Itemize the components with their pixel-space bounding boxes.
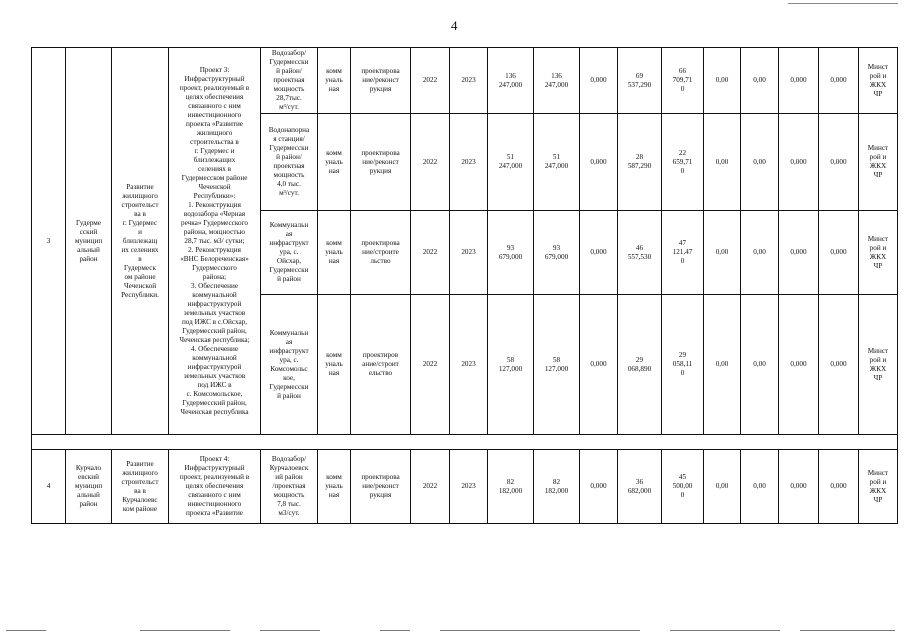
value-cell: 22 659,71 0	[662, 114, 704, 211]
value-cell: 0,000	[779, 450, 819, 524]
project-description-cell: Проект 4: Инфраструктурный проект, реализуемый в целях обеспечения связанного с ним инвестиционного проекта «Развитие	[169, 450, 261, 524]
value-cell: 0,000	[580, 450, 618, 524]
end-year-cell: 2023	[450, 114, 488, 211]
value-cell: 0,000	[580, 295, 618, 435]
responsible-cell: Минст рой и ЖКХ ЧР	[859, 450, 898, 524]
infrastructure-type-cell: комм уналь ная	[318, 211, 351, 295]
value-cell: 0,00	[741, 295, 779, 435]
value-cell: 29 058,11 0	[662, 295, 704, 435]
start-year-cell: 2022	[411, 211, 450, 295]
value-cell: 0,000	[580, 114, 618, 211]
end-year-cell: 2023	[450, 48, 488, 114]
value-cell: 47 121,47 0	[662, 211, 704, 295]
work-type-cell: проектирова ние/строите льство	[351, 211, 411, 295]
object-cell: Коммунальн ая инфраструкт ура, с. Комсомольс кое, Гудермесски й район	[261, 295, 318, 435]
value-cell: 66 709,71 0	[662, 48, 704, 114]
value-cell: 136 247,000	[488, 48, 534, 114]
object-cell: Водозабор/ Гудермесски й район/ проектная мощность 28,7тыс. м³/сут.	[261, 48, 318, 114]
value-cell: 0,00	[704, 114, 741, 211]
value-cell: 0,00	[741, 114, 779, 211]
top-border-line	[788, 3, 898, 4]
work-type-cell: проектиров ание/строит ельство	[351, 295, 411, 435]
responsible-cell: Минст рой и ЖКХ ЧР	[859, 211, 898, 295]
value-cell: 0,00	[704, 48, 741, 114]
infrastructure-type-cell: комм уналь ная	[318, 114, 351, 211]
responsible-cell: Минст рой и ЖКХ ЧР	[859, 114, 898, 211]
row-number: 3	[32, 48, 66, 435]
program-cell: Развитие жилищного строительст ва в Курчалоевс ком районе	[112, 450, 169, 524]
program-cell: Развитие жилищного строительст ва в г. Гудермес и близлежащ их селениях в Гудермеск ом районе Чеченской Республики.	[112, 48, 169, 435]
value-cell: 0,000	[819, 48, 859, 114]
row-number: 4	[32, 450, 66, 524]
value-cell: 45 500,00 0	[662, 450, 704, 524]
value-cell: 0,000	[819, 114, 859, 211]
project-description-cell: Проект 3: Инфраструктурный проект, реализуемый в целях обеспечения связанного с ним инвестиционного проекта «Развитие жилищного строительства в г. Гудермес и близлежащих селениях в Гудермесском районе Чеченской Республики»: 1. Реконструкция водозабора «Черная речка» Гудермесского района, мощностью 28,7 тыс. м3/ сутки; 2. Реконструкция «ВНС Белореченская» Гудермесского района; 3. Обеспечение коммунальной инфраструктурой земельных участков под ИЖС в с.Ойсхар, Гудермесский район, Чеченская республика; 4. Обеспечение коммунальной инфраструктурой земельных участков под ИЖС в с. Комсомольское, Гудермесский район, Чеченская республика	[169, 48, 261, 435]
value-cell: 0,000	[779, 295, 819, 435]
table-row	[32, 48, 898, 114]
value-cell: 51 247,000	[534, 114, 580, 211]
value-cell: 0,000	[819, 450, 859, 524]
infrastructure-type-cell: комм уналь ная	[318, 295, 351, 435]
infrastructure-type-cell: комм уналь ная	[318, 48, 351, 114]
value-cell: 0,000	[779, 48, 819, 114]
work-type-cell: проектирова ние/реконст рукция	[351, 48, 411, 114]
object-cell: Водонапорна я станция/ Гудермесски й район/ проектная мощность 4,0 тыс. м³/сут.	[261, 114, 318, 211]
start-year-cell: 2022	[411, 295, 450, 435]
value-cell: 51 247,000	[488, 114, 534, 211]
value-cell: 36 682,000	[618, 450, 662, 524]
district-cell: Гудерме сский муницип альный район	[66, 48, 112, 435]
value-cell: 0,000	[580, 211, 618, 295]
scan-artifact-line	[0, 627, 905, 635]
value-cell: 0,000	[819, 295, 859, 435]
end-year-cell: 2023	[450, 211, 488, 295]
value-cell: 82 182,000	[488, 450, 534, 524]
object-cell: Коммунальн ая инфраструкт ура, с. Ойсхар, Гудермесски й район	[261, 211, 318, 295]
value-cell: 58 127,000	[488, 295, 534, 435]
value-cell: 136 247,000	[534, 48, 580, 114]
value-cell: 93 679,000	[534, 211, 580, 295]
value-cell: 0,00	[704, 450, 741, 524]
value-cell: 0,000	[580, 48, 618, 114]
value-cell: 46 557,530	[618, 211, 662, 295]
value-cell: 0,00	[741, 211, 779, 295]
value-cell: 0,000	[779, 114, 819, 211]
end-year-cell: 2023	[450, 450, 488, 524]
value-cell: 0,000	[779, 211, 819, 295]
infrastructure-type-cell: комм уналь ная	[318, 450, 351, 524]
start-year-cell: 2022	[411, 48, 450, 114]
value-cell: 58 127,000	[534, 295, 580, 435]
district-cell: Курчало евский муницип альный район	[66, 450, 112, 524]
value-cell: 0,000	[819, 211, 859, 295]
start-year-cell: 2022	[411, 450, 450, 524]
value-cell: 0,00	[704, 295, 741, 435]
value-cell: 0,00	[741, 450, 779, 524]
value-cell: 28 587,290	[618, 114, 662, 211]
value-cell: 82 182,000	[534, 450, 580, 524]
value-cell: 69 537,290	[618, 48, 662, 114]
object-cell: Водозабор/ Курчалоевск ий район /проектная мощность 7,8 тыс. м3/сут.	[261, 450, 318, 524]
responsible-cell: Минст рой и ЖКХ ЧР	[859, 295, 898, 435]
end-year-cell: 2023	[450, 295, 488, 435]
value-cell: 0,00	[741, 48, 779, 114]
work-type-cell: проектирова ние/реконст рукция	[351, 450, 411, 524]
start-year-cell: 2022	[411, 114, 450, 211]
value-cell: 0,00	[704, 211, 741, 295]
table-row	[32, 450, 898, 524]
value-cell: 93 679,000	[488, 211, 534, 295]
work-type-cell: проектирова ние/реконст рукция	[351, 114, 411, 211]
page-number: 4	[451, 18, 458, 33]
table-gap-row	[32, 435, 898, 450]
investment-projects-table	[31, 47, 898, 524]
responsible-cell: Минст рой и ЖКХ ЧР	[859, 48, 898, 114]
value-cell: 29 068,890	[618, 295, 662, 435]
